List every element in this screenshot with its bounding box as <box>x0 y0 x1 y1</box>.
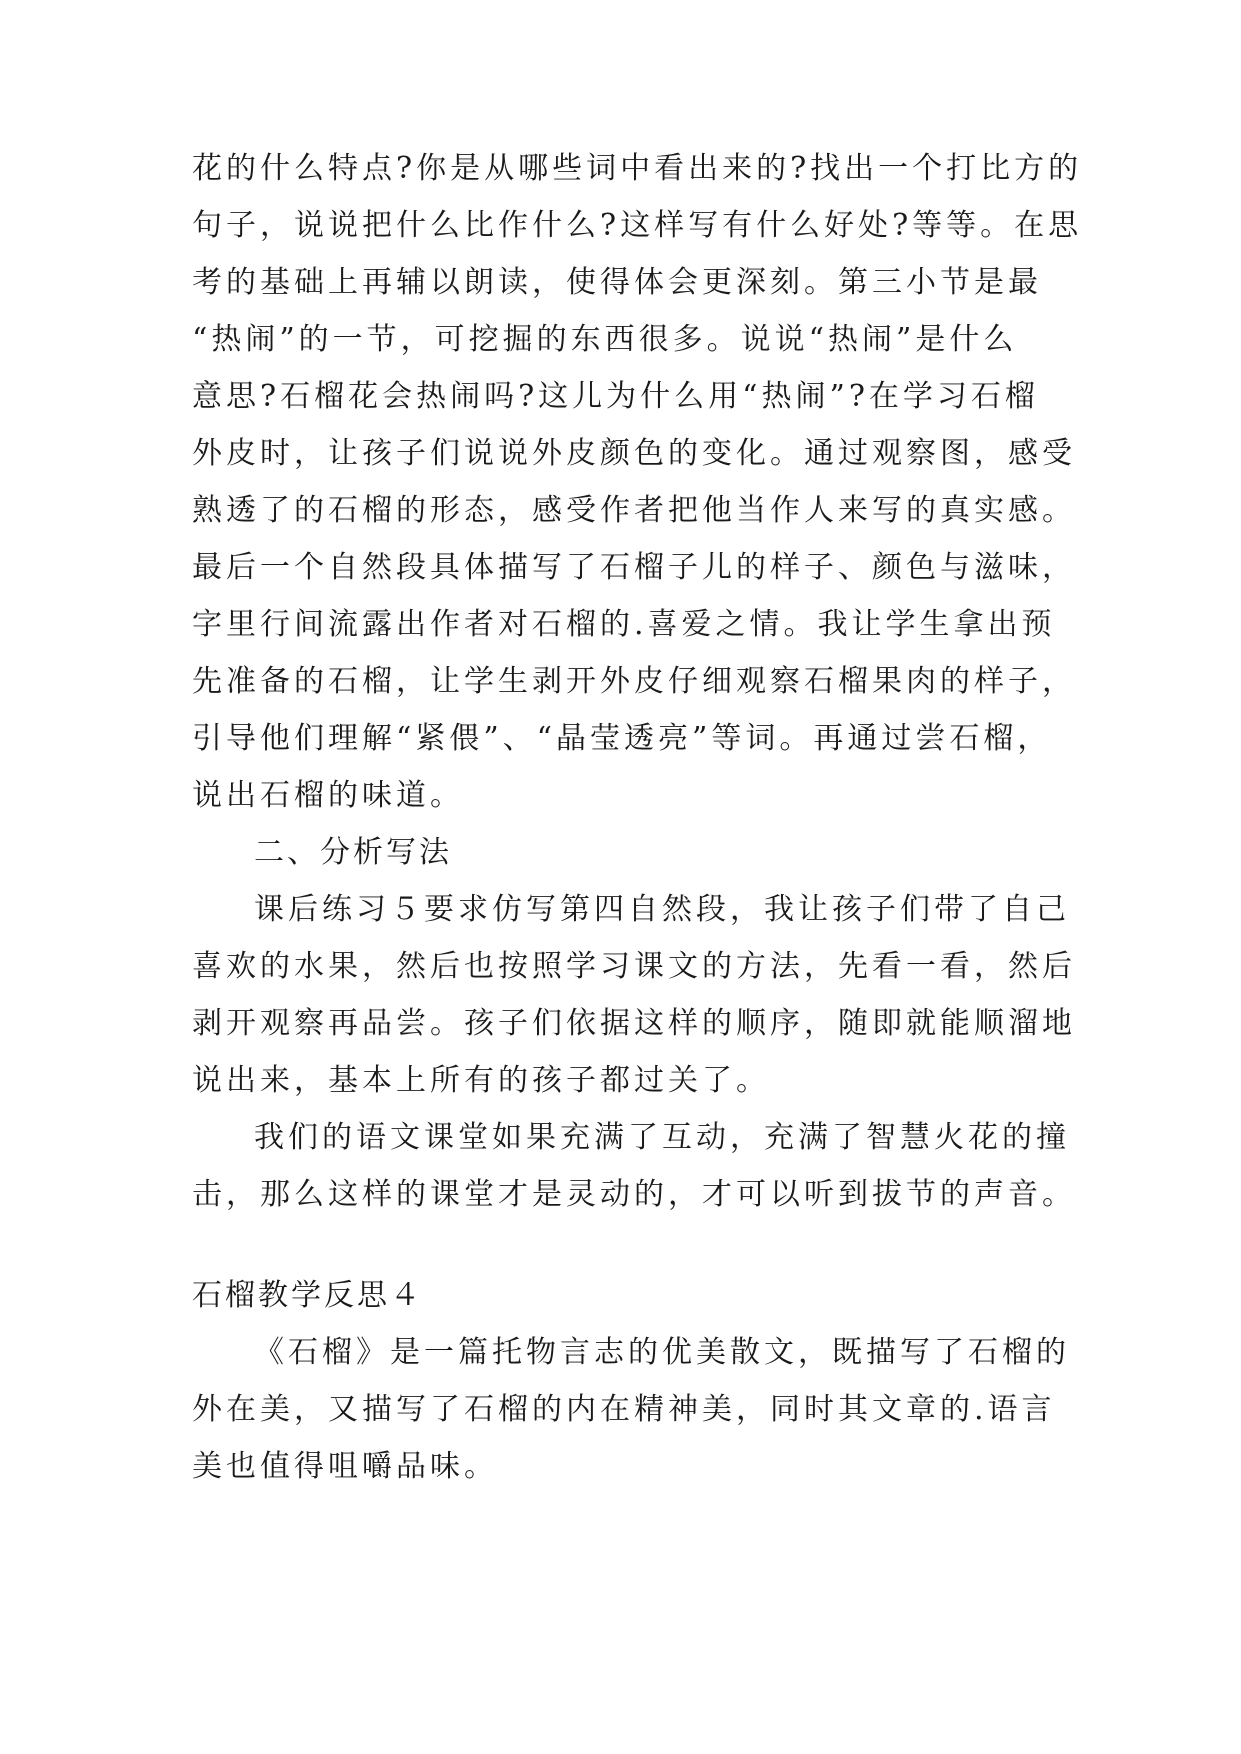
article-title: 石榴教学反思４ <box>192 1278 423 1313</box>
body-text-line: 先准备的石榴，让学生剥开外皮仔细观察石榴果肉的样子， <box>192 664 1076 699</box>
body-text-line: 引导他们理解“紧偎”、“晶莹透亮”等词。再通过尝石榴， <box>192 721 1052 756</box>
body-text-line: 花的什么特点?你是从哪些词中看出来的?找出一个打比方的 <box>192 151 1083 186</box>
body-text-line: 剥开观察再品尝。孩子们依据这样的顺序，随即就能顺溜地 <box>192 1006 1076 1041</box>
body-text-line: 句子，说说把什么比作什么?这样写有什么好处?等等。在思 <box>192 208 1083 243</box>
body-text-line: 击，那么这样的课堂才是灵动的，才可以听到拔节的声音。 <box>192 1177 1076 1212</box>
body-text-line: 说出石榴的味道。 <box>192 778 464 813</box>
body-text-line: 字里行间流露出作者对石榴的.喜爱之情。我让学生拿出预 <box>192 607 1056 642</box>
body-text-line: “热闹”的一节，可挖掘的东西很多。说说“热闹”是什么 <box>192 322 1018 357</box>
body-text-line: 外在美，又描写了石榴的内在精神美，同时其文章的.语言 <box>192 1392 1056 1427</box>
body-text-line: 喜欢的水果，然后也按照学习课文的方法，先看一看，然后 <box>192 949 1076 984</box>
body-text-line: 最后一个自然段具体描写了石榴子儿的样子、颜色与滋味， <box>192 550 1076 585</box>
body-text-line: 熟透了的石榴的形态，感受作者把他当作人来写的真实感。 <box>192 493 1076 528</box>
body-text-line: 《石榴》是一篇托物言志的优美散文，既描写了石榴的 <box>254 1335 1070 1370</box>
body-text-line: 课后练习５要求仿写第四自然段，我让孩子们带了自己 <box>254 892 1070 927</box>
body-text-line: 美也值得咀嚼品味。 <box>192 1449 498 1484</box>
body-text-line: 外皮时，让孩子们说说外皮颜色的变化。通过观察图，感受 <box>192 436 1076 471</box>
body-text-line: 意思?石榴花会热闹吗?这儿为什么用“热闹”?在学习石榴 <box>192 379 1039 414</box>
body-text-line: 说出来，基本上所有的孩子都过关了。 <box>192 1063 770 1098</box>
section-heading: 二、分析写法 <box>254 835 452 870</box>
body-text-line: 考的基础上再辅以朗读，使得体会更深刻。第三小节是最 <box>192 265 1042 300</box>
body-text-line: 我们的语文课堂如果充满了互动，充满了智慧火花的撞 <box>254 1120 1070 1155</box>
